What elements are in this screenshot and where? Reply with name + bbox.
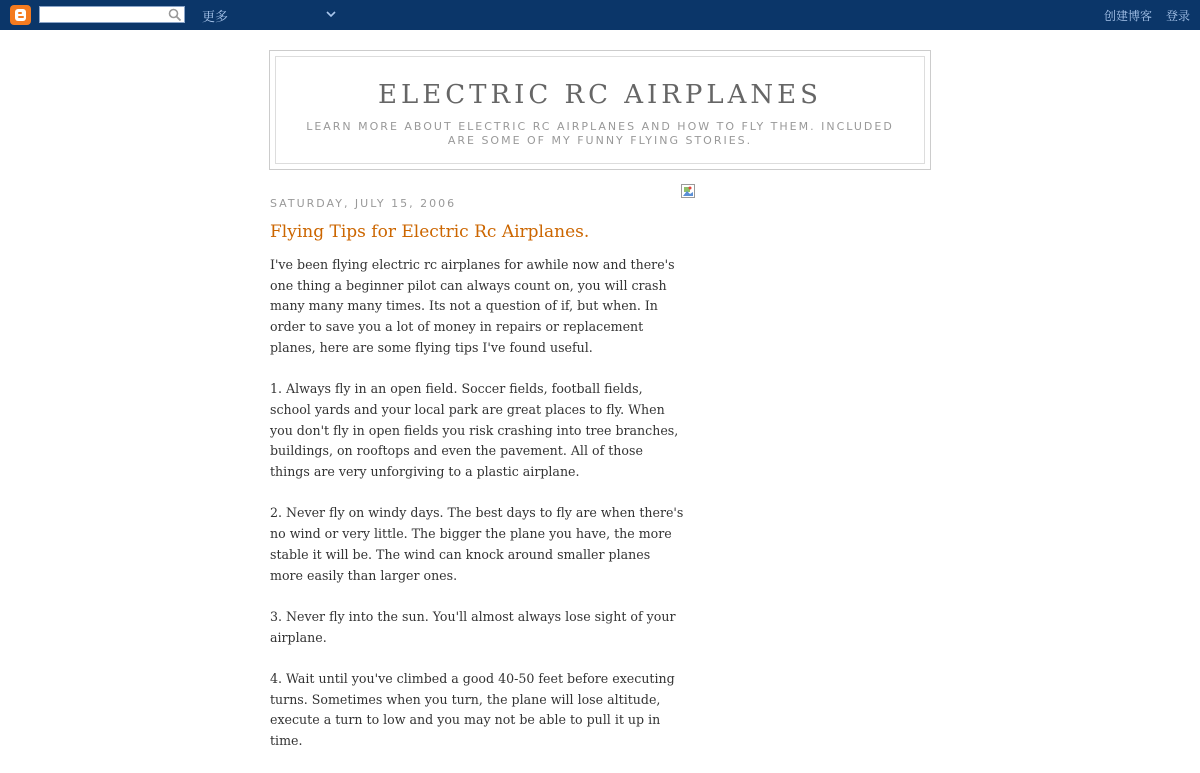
post-paragraph: I've been flying electric rc airplanes for awhile now and there's one thing a beginner pilot can always count on, you will crash many many many times. Its not a question of if, but when. In order to save you a lot of money in repairs or replacement planes, here are some flying tips I've found useful. [270, 257, 675, 355]
post-title[interactable]: Flying Tips for Electric Rc Airplanes. [270, 222, 590, 242]
blog-title[interactable]: ELECTRIC RC AIRPLANES [378, 80, 822, 110]
login-link[interactable]: 登录 [1166, 9, 1191, 23]
blog-post [270, 197, 684, 773]
create-blog-link[interactable]: 创建博客 [1104, 9, 1153, 23]
search-input[interactable] [40, 11, 164, 26]
blogger-logo-icon[interactable] [10, 5, 31, 25]
post-body [270, 255, 684, 752]
blog-header [269, 50, 931, 170]
post-paragraph: 3. Never fly into the sun. You'll almost always lose sight of your airplane. [270, 608, 676, 645]
blogger-navbar [0, 0, 1200, 30]
post-paragraph: 2. Never fly on windy days. The best days to fly are when there's no wind or very little. The bigger the plane you have, the more stable it will be. The wind can knock around smaller planes more easily than larger ones. [270, 505, 684, 583]
blog-description: LEARN MORE ABOUT ELECTRIC RC AIRPLANES AND HOW TO FLY THEM. INCLUDED ARE SOME OF MY FUNNY FLYING STORIES. [306, 120, 894, 147]
blog-header-inner [275, 56, 925, 164]
post-date: SATURDAY, JULY 15, 2006 [270, 197, 457, 210]
post-paragraph: 4. Wait until you've climbed a good 40-50 feet before executing turns. Sometimes when you turn, the plane will lose altitude, execute a turn to low and you may not be able to pull it up in time. [270, 671, 675, 749]
search-box [39, 6, 185, 23]
more-menu-link[interactable]: 更多 [202, 10, 229, 25]
search-icon[interactable] [168, 8, 182, 22]
post-paragraph: 1. Always fly in an open field. Soccer fields, football fields, school yards and your local park are great places to fly. When you don't fly in open fields you risk crashing into tree branches, buildings, on rooftops and even the pavement. All of those things are very unforgiving to a plastic airplane. [270, 381, 679, 480]
chevron-down-icon[interactable] [326, 9, 336, 19]
